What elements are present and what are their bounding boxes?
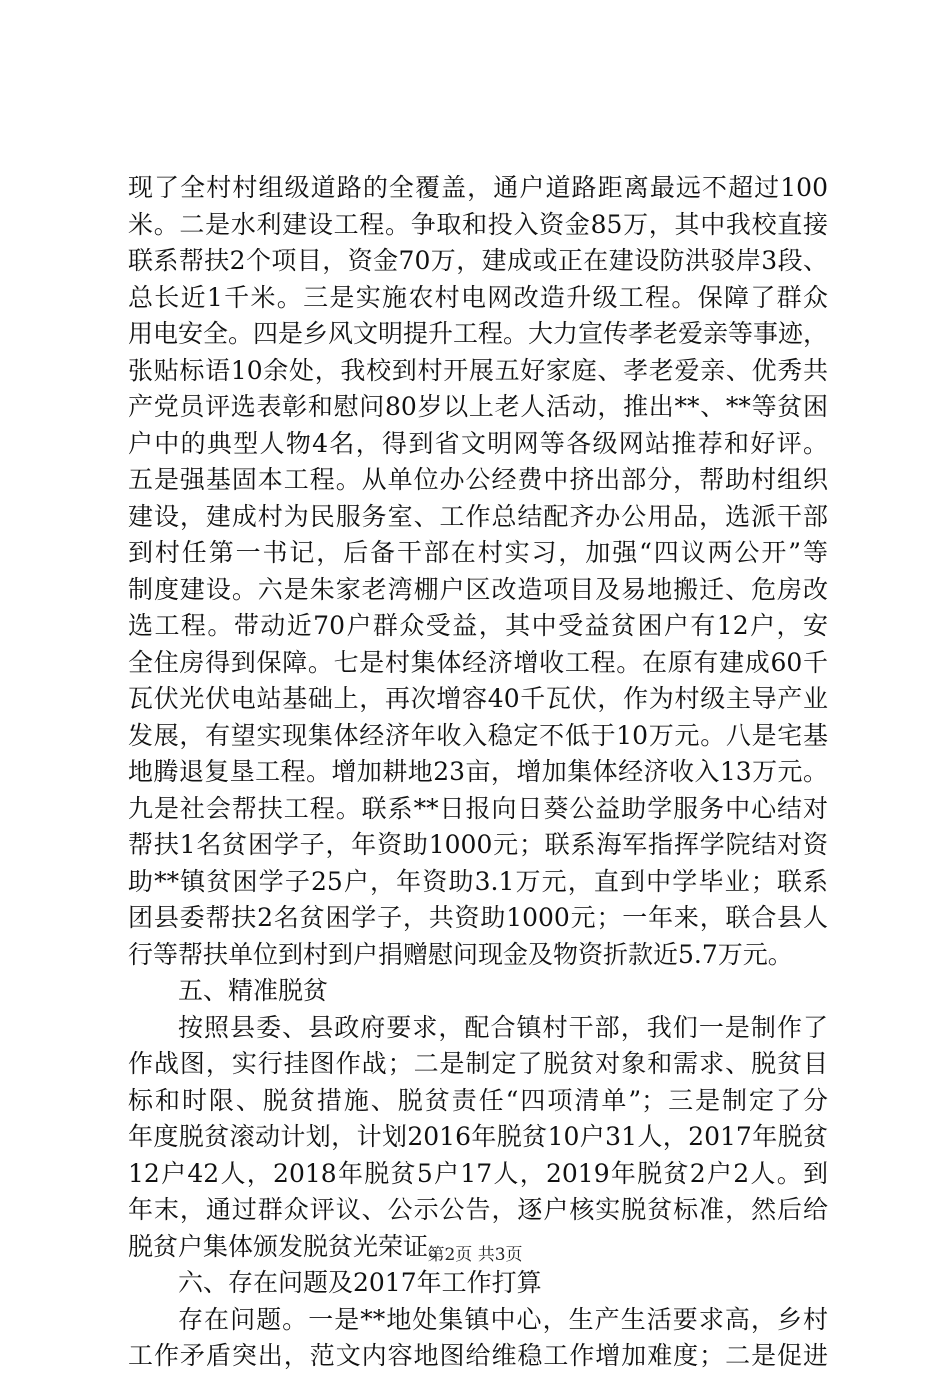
text-line: 张贴标语10余处，我校到村开展五好家庭、孝老爱亲、优秀共 bbox=[128, 355, 828, 385]
text-line: 米。二是水利建设工程。争取和投入资金85万，其中我校直接 bbox=[128, 209, 828, 239]
text-line: 五是强基固本工程。从单位办公经费中挤出部分，帮助村组织 bbox=[128, 465, 828, 494]
text-line: 全住房得到保障。七是村集体经济增收工程。在原有建成60千 bbox=[128, 647, 828, 677]
text-line: 标和时限、脱贫措施、脱贫责任“四项清单”；三是制定了分 bbox=[128, 1085, 828, 1115]
text-line: 行等帮扶单位到村到户捐赠慰问现金及物资折款近5.7万元。 bbox=[128, 939, 793, 969]
text-line: 地腾退复垦工程。增加耕地23亩，增加集体经济收入13万元。 bbox=[128, 757, 828, 786]
text-line: 现了全村村组级道路的全覆盖，通户道路距离最远不超过100 bbox=[128, 173, 828, 202]
text-line: 作战图，实行挂图作战；二是制定了脱贫对象和需求、脱贫目 bbox=[128, 1049, 828, 1078]
text-line: 到村任第一书记，后备干部在村实习，加强“四议两公开”等 bbox=[128, 538, 828, 567]
text-line: 脱贫户集体颁发脱贫光荣证。 bbox=[128, 1231, 454, 1261]
text-line: 12户42人，2018年脱贫5户17人，2019年脱贫2户2人。到 bbox=[128, 1158, 828, 1188]
text-line: 联系帮扶2个项目，资金70万，建成或正在建设防洪驳岸3段、 bbox=[128, 246, 828, 275]
text-line: 工作矛盾突出，范文内容地图给维稳工作增加难度；二是促进 bbox=[128, 1341, 828, 1370]
text-line: 年末，通过群众评议、公示公告，逐户核实脱贫标准，然后给 bbox=[128, 1195, 828, 1224]
text-line: 户中的典型人物4名，得到省文明网等各级网站推荐和好评。 bbox=[128, 428, 828, 458]
text-line: 瓦伏光伏电站基础上，再次增容40千瓦伏，作为村级主导产业 bbox=[128, 684, 828, 713]
text-line: 按照县委、县政府要求，配合镇村干部，我们一是制作了 bbox=[178, 1012, 828, 1042]
text-line: 制度建设。六是朱家老湾棚户区改造项目及易地搬迁、危房改 bbox=[128, 574, 828, 604]
text-line: 总长近1千米。三是实施农村电网改造升级工程。保障了群众 bbox=[128, 282, 828, 312]
text-line: 存在问题。一是**地处集镇中心，生产生活要求高，乡村 bbox=[178, 1304, 828, 1334]
text-line: 年度脱贫滚动计划，计划2016年脱贫10户31人，2017年脱贫 bbox=[128, 1122, 828, 1151]
text-line: 九是社会帮扶工程。联系**日报向日葵公益助学服务中心结对 bbox=[128, 793, 828, 823]
page-footer: 第2页 共3页 bbox=[427, 1245, 523, 1265]
text-line: 用电安全。四是乡风文明提升工程。大力宣传孝老爱亲等事迹， bbox=[128, 319, 829, 348]
text-line: 选工程。带动近70户群众受益，其中受益贫困户有12户，安 bbox=[128, 611, 828, 640]
text-line: 建设，建成村为民服务室、工作总结配齐办公用品，选派干部 bbox=[128, 501, 828, 531]
section-heading: 五、精准脱贫 bbox=[178, 976, 329, 1005]
text-line: 帮扶1名贫困学子，年资助1000元；联系海军指挥学院结对资 bbox=[128, 830, 828, 859]
text-line: 团县委帮扶2名贫困学子，共资助1000元；一年来，联合县人 bbox=[128, 903, 828, 932]
text-line: 产党员评选表彰和慰问80岁以上老人活动，推出**、**等贫困 bbox=[128, 392, 828, 421]
text-line: 发展，有望实现集体经济年收入稳定不低于10万元。八是宅基 bbox=[128, 720, 828, 750]
section-heading: 六、存在问题及2017年工作打算 bbox=[178, 1268, 542, 1297]
document-body bbox=[128, 170, 828, 1375]
text-line: 助**镇贫困学子25户，年资助3.1万元，直到中学毕业；联系 bbox=[128, 866, 828, 896]
